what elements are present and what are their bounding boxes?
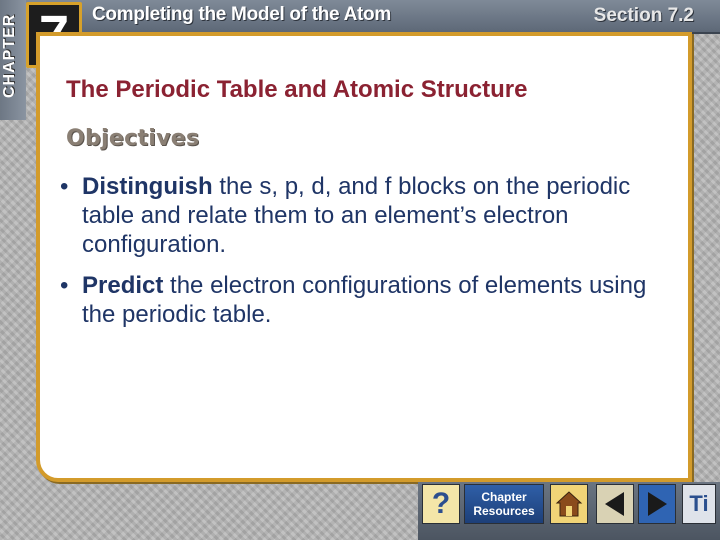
objective-text: the electron configurations of elements using the periodic table. (82, 272, 647, 328)
objective-item (60, 172, 680, 259)
section-label: Section 7.2 (593, 5, 694, 26)
element-symbol: Ti (689, 491, 709, 516)
content-panel (36, 32, 692, 482)
objectives-list (60, 172, 680, 341)
bullet: • (60, 272, 69, 299)
help-button[interactable] (422, 484, 460, 524)
objectives-heading: Objectives (66, 126, 200, 151)
chapter-title: Completing the Model of the Atom (92, 4, 391, 25)
objective-verb: Distinguish (82, 173, 213, 200)
back-arrow-icon (602, 490, 628, 518)
chapter-resources-button[interactable] (464, 484, 544, 524)
objective-item (60, 271, 680, 329)
home-icon (554, 489, 584, 519)
bullet: • (60, 173, 69, 200)
page-title: The Periodic Table and Atomic Structure (66, 76, 528, 103)
next-arrow-icon (644, 490, 670, 518)
navigation-bar (418, 482, 720, 540)
next-button[interactable] (638, 484, 676, 524)
periodic-table-button[interactable] (682, 484, 716, 524)
back-button[interactable] (596, 484, 634, 524)
objective-text: the s, p, d, and f blocks on the periodic table and relate them to an element’s electron configuration. (82, 173, 631, 258)
header-bar (0, 0, 720, 34)
home-button[interactable] (550, 484, 588, 524)
help-icon: ? (431, 487, 451, 520)
resources-label-line2: Resources (473, 504, 535, 518)
chapter-label: CHAPTER (1, 13, 18, 98)
chapter-strip (0, 0, 26, 120)
objective-verb: Predict (82, 272, 164, 299)
resources-label-line1: Chapter (481, 490, 527, 504)
